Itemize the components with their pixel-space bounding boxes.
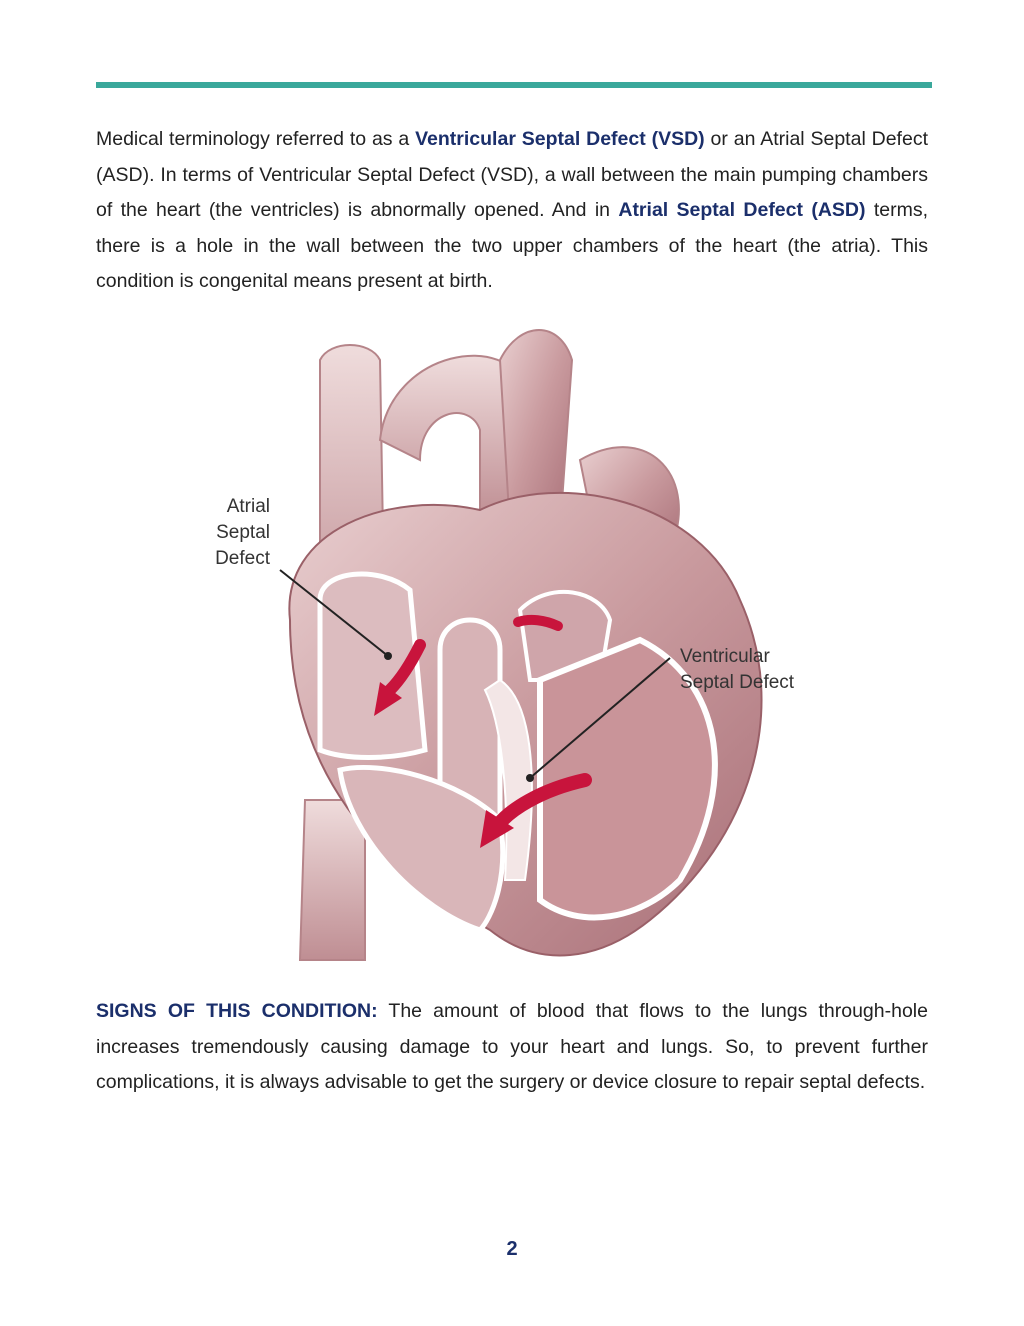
asd-label-line-2: Septal — [216, 522, 270, 543]
signs-text: The amount of blood that flows to the lungs through-hole increases tremendously causing damage to your heart and lungs. So, to prevent further complications, it is always advisable to get the surgery or device closure to repair septal defects. — [96, 1000, 928, 1093]
intro-text-1: Medical terminology referred to as a — [96, 128, 416, 150]
vsd-term: Ventricular Septal Defect (VSD) — [415, 128, 705, 150]
heart-illustration — [180, 320, 840, 970]
inferior-vena-cava — [300, 800, 365, 960]
upper-flow-arrow — [518, 620, 558, 626]
intro-text-2: or an Atrial Septal Defect (ASD). In terms of Ventricular Septal Defect (VSD), a wall between the main pumping chambers of the heart (the ventricles) is abnormally opened. And in — [96, 128, 928, 221]
asd-label-line-3: Defect — [215, 548, 270, 569]
signs-heading: SIGNS OF THIS CONDITION: — [96, 1000, 378, 1022]
top-divider-rule — [96, 82, 932, 88]
vsd-label-line-2: Septal Defect — [680, 672, 795, 693]
asd-leader-dot — [384, 652, 392, 660]
page-number: 2 — [506, 1238, 518, 1260]
signs-paragraph — [96, 994, 928, 1101]
asd-term: Atrial Septal Defect (ASD) — [618, 199, 866, 221]
intro-text-3: terms, there is a hole in the wall between the two upper chambers of the heart (the atria). This condition is congenital means present at birth. — [96, 199, 929, 292]
intro-paragraph — [96, 122, 928, 300]
vsd-label-line-1: Ventricular — [680, 646, 770, 667]
asd-label-line-1: Atrial — [226, 496, 270, 517]
vsd-leader-dot — [526, 774, 534, 782]
